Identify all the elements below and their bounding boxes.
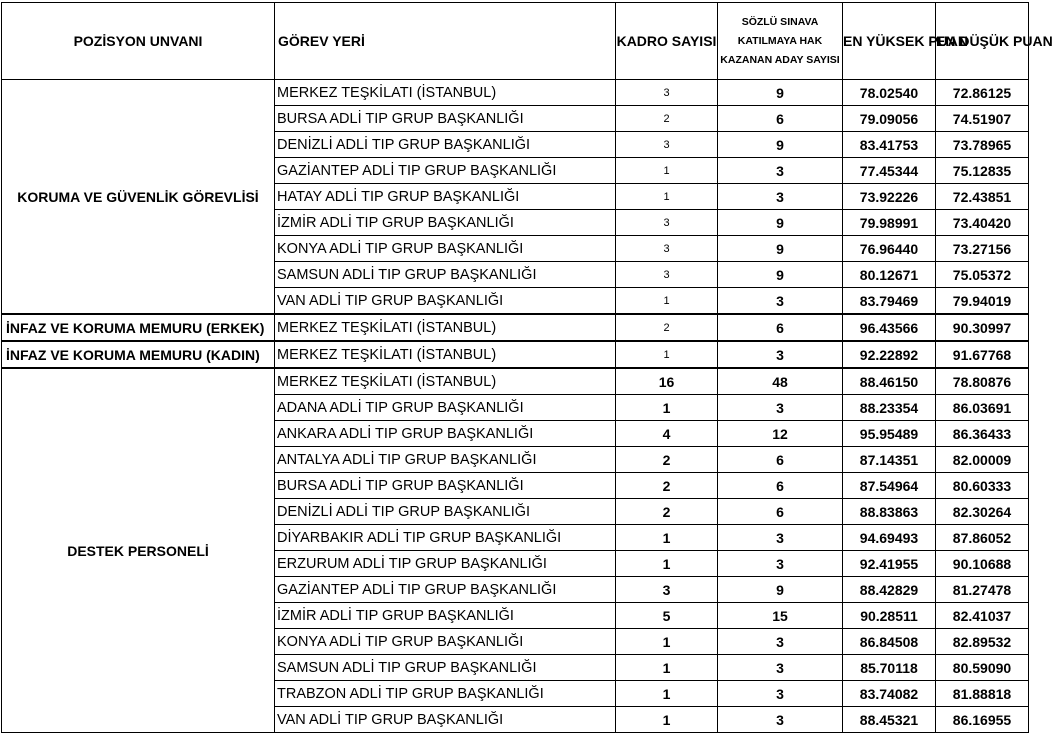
location-cell: MERKEZ TEŞKİLATI (İSTANBUL) [275, 368, 616, 395]
kadro-cell: 3 [616, 236, 718, 262]
candidates-cell: 9 [718, 236, 843, 262]
location-cell: HATAY ADLİ TIP GRUP BAŞKANLIĞI [275, 184, 616, 210]
kadro-cell: 2 [616, 447, 718, 473]
position-title: KORUMA VE GÜVENLİK GÖREVLİSİ [2, 80, 275, 315]
table-row [2, 341, 1029, 368]
min-score-cell: 75.05372 [936, 262, 1029, 288]
location-cell: BURSA ADLİ TIP GRUP BAŞKANLIĞI [275, 106, 616, 132]
candidates-cell: 6 [718, 473, 843, 499]
kadro-cell: 2 [616, 106, 718, 132]
max-score-cell: 80.12671 [843, 262, 936, 288]
min-score-cell: 86.36433 [936, 421, 1029, 447]
max-score-cell: 95.95489 [843, 421, 936, 447]
location-cell: BURSA ADLİ TIP GRUP BAŞKANLIĞI [275, 473, 616, 499]
header-candidates: SÖZLÜ SINAVA KATILMAYA HAK KAZANAN ADAY SAYISI [718, 3, 843, 80]
min-score-cell: 80.59090 [936, 655, 1029, 681]
min-score-cell: 87.86052 [936, 525, 1029, 551]
min-score-cell: 78.80876 [936, 368, 1029, 395]
table-row [2, 368, 1029, 395]
candidates-cell: 3 [718, 681, 843, 707]
kadro-cell: 1 [616, 655, 718, 681]
max-score-cell: 78.02540 [843, 80, 936, 106]
header-location: GÖREV YERİ [275, 3, 616, 80]
max-score-cell: 79.98991 [843, 210, 936, 236]
location-cell: MERKEZ TEŞKİLATI (İSTANBUL) [275, 341, 616, 368]
location-cell: DENİZLİ ADLİ TIP GRUP BAŞKANLIĞI [275, 132, 616, 158]
candidates-cell: 9 [718, 132, 843, 158]
table-row [2, 314, 1029, 341]
location-cell: ADANA ADLİ TIP GRUP BAŞKANLIĞI [275, 395, 616, 421]
max-score-cell: 92.22892 [843, 341, 936, 368]
location-cell: MERKEZ TEŞKİLATI (İSTANBUL) [275, 80, 616, 106]
max-score-cell: 92.41955 [843, 551, 936, 577]
candidates-cell: 3 [718, 525, 843, 551]
kadro-cell: 3 [616, 577, 718, 603]
location-cell: TRABZON ADLİ TIP GRUP BAŞKANLIĞI [275, 681, 616, 707]
location-cell: KONYA ADLİ TIP GRUP BAŞKANLIĞI [275, 629, 616, 655]
kadro-cell: 1 [616, 525, 718, 551]
max-score-cell: 86.84508 [843, 629, 936, 655]
max-score-cell: 83.79469 [843, 288, 936, 315]
kadro-cell: 2 [616, 499, 718, 525]
location-cell: MERKEZ TEŞKİLATI (İSTANBUL) [275, 314, 616, 341]
candidates-cell: 6 [718, 106, 843, 132]
kadro-cell: 2 [616, 473, 718, 499]
candidates-cell: 9 [718, 262, 843, 288]
kadro-cell: 3 [616, 132, 718, 158]
location-cell: İZMİR ADLİ TIP GRUP BAŞKANLIĞI [275, 603, 616, 629]
max-score-cell: 77.45344 [843, 158, 936, 184]
min-score-cell: 82.41037 [936, 603, 1029, 629]
position-title: İNFAZ VE KORUMA MEMURU (KADIN) [2, 341, 275, 368]
location-cell: DENİZLİ ADLİ TIP GRUP BAŞKANLIĞI [275, 499, 616, 525]
kadro-cell: 1 [616, 288, 718, 315]
min-score-cell: 82.00009 [936, 447, 1029, 473]
kadro-cell: 1 [616, 629, 718, 655]
location-cell: KONYA ADLİ TIP GRUP BAŞKANLIĞI [275, 236, 616, 262]
kadro-cell: 3 [616, 210, 718, 236]
candidates-cell: 9 [718, 210, 843, 236]
max-score-cell: 79.09056 [843, 106, 936, 132]
location-cell: SAMSUN ADLİ TIP GRUP BAŞKANLIĞI [275, 262, 616, 288]
candidates-cell: 9 [718, 80, 843, 106]
candidates-cell: 3 [718, 707, 843, 733]
kadro-cell: 3 [616, 80, 718, 106]
position-title: İNFAZ VE KORUMA MEMURU (ERKEK) [2, 314, 275, 341]
min-score-cell: 79.94019 [936, 288, 1029, 315]
kadro-cell: 3 [616, 262, 718, 288]
header-max-score: EN YÜKSEK PUAN [843, 3, 936, 80]
min-score-cell: 80.60333 [936, 473, 1029, 499]
max-score-cell: 73.92226 [843, 184, 936, 210]
max-score-cell: 90.28511 [843, 603, 936, 629]
candidates-cell: 6 [718, 447, 843, 473]
kadro-cell: 1 [616, 184, 718, 210]
min-score-cell: 73.78965 [936, 132, 1029, 158]
candidates-cell: 6 [718, 314, 843, 341]
min-score-cell: 91.67768 [936, 341, 1029, 368]
table-row [2, 80, 1029, 106]
min-score-cell: 75.12835 [936, 158, 1029, 184]
kadro-cell: 1 [616, 681, 718, 707]
location-cell: ANTALYA ADLİ TIP GRUP BAŞKANLIĞI [275, 447, 616, 473]
max-score-cell: 83.41753 [843, 132, 936, 158]
header-kadro: KADRO SAYISI [616, 3, 718, 80]
kadro-cell: 5 [616, 603, 718, 629]
min-score-cell: 86.03691 [936, 395, 1029, 421]
max-score-cell: 88.45321 [843, 707, 936, 733]
candidates-cell: 48 [718, 368, 843, 395]
candidates-cell: 3 [718, 655, 843, 681]
kadro-cell: 4 [616, 421, 718, 447]
candidates-cell: 12 [718, 421, 843, 447]
kadro-cell: 1 [616, 551, 718, 577]
kadro-cell: 16 [616, 368, 718, 395]
header-row [2, 3, 1029, 80]
max-score-cell: 87.14351 [843, 447, 936, 473]
max-score-cell: 87.54964 [843, 473, 936, 499]
min-score-cell: 90.10688 [936, 551, 1029, 577]
min-score-cell: 72.86125 [936, 80, 1029, 106]
location-cell: VAN ADLİ TIP GRUP BAŞKANLIĞI [275, 288, 616, 315]
location-cell: İZMİR ADLİ TIP GRUP BAŞKANLIĞI [275, 210, 616, 236]
candidates-cell: 3 [718, 551, 843, 577]
table-body [2, 80, 1029, 733]
min-score-cell: 81.88818 [936, 681, 1029, 707]
max-score-cell: 94.69493 [843, 525, 936, 551]
min-score-cell: 86.16955 [936, 707, 1029, 733]
location-cell: ANKARA ADLİ TIP GRUP BAŞKANLIĞI [275, 421, 616, 447]
min-score-cell: 72.43851 [936, 184, 1029, 210]
max-score-cell: 88.42829 [843, 577, 936, 603]
header-min-score: EN DÜŞÜK PUAN [936, 3, 1029, 80]
max-score-cell: 88.23354 [843, 395, 936, 421]
min-score-cell: 73.27156 [936, 236, 1029, 262]
header-position: POZİSYON UNVANI [2, 3, 275, 80]
candidates-cell: 3 [718, 184, 843, 210]
location-cell: DİYARBAKIR ADLİ TIP GRUP BAŞKANLIĞI [275, 525, 616, 551]
max-score-cell: 96.43566 [843, 314, 936, 341]
candidates-cell: 9 [718, 577, 843, 603]
candidates-cell: 3 [718, 629, 843, 655]
kadro-cell: 1 [616, 395, 718, 421]
kadro-cell: 1 [616, 158, 718, 184]
candidates-cell: 3 [718, 395, 843, 421]
kadro-cell: 1 [616, 341, 718, 368]
min-score-cell: 82.89532 [936, 629, 1029, 655]
kadro-cell: 1 [616, 707, 718, 733]
location-cell: GAZİANTEP ADLİ TIP GRUP BAŞKANLIĞI [275, 577, 616, 603]
max-score-cell: 76.96440 [843, 236, 936, 262]
candidates-cell: 15 [718, 603, 843, 629]
min-score-cell: 82.30264 [936, 499, 1029, 525]
results-table [1, 2, 1053, 733]
max-score-cell: 85.70118 [843, 655, 936, 681]
candidates-cell: 3 [718, 288, 843, 315]
candidates-cell: 6 [718, 499, 843, 525]
location-cell: SAMSUN ADLİ TIP GRUP BAŞKANLIĞI [275, 655, 616, 681]
min-score-cell: 90.30997 [936, 314, 1029, 341]
location-cell: ERZURUM ADLİ TIP GRUP BAŞKANLIĞI [275, 551, 616, 577]
min-score-cell: 74.51907 [936, 106, 1029, 132]
max-score-cell: 83.74082 [843, 681, 936, 707]
min-score-cell: 73.40420 [936, 210, 1029, 236]
position-title: DESTEK PERSONELİ [2, 368, 275, 733]
location-cell: GAZİANTEP ADLİ TIP GRUP BAŞKANLIĞI [275, 158, 616, 184]
max-score-cell: 88.46150 [843, 368, 936, 395]
max-score-cell: 88.83863 [843, 499, 936, 525]
min-score-cell: 81.27478 [936, 577, 1029, 603]
candidates-cell: 3 [718, 158, 843, 184]
location-cell: VAN ADLİ TIP GRUP BAŞKANLIĞI [275, 707, 616, 733]
kadro-cell: 2 [616, 314, 718, 341]
candidates-cell: 3 [718, 341, 843, 368]
